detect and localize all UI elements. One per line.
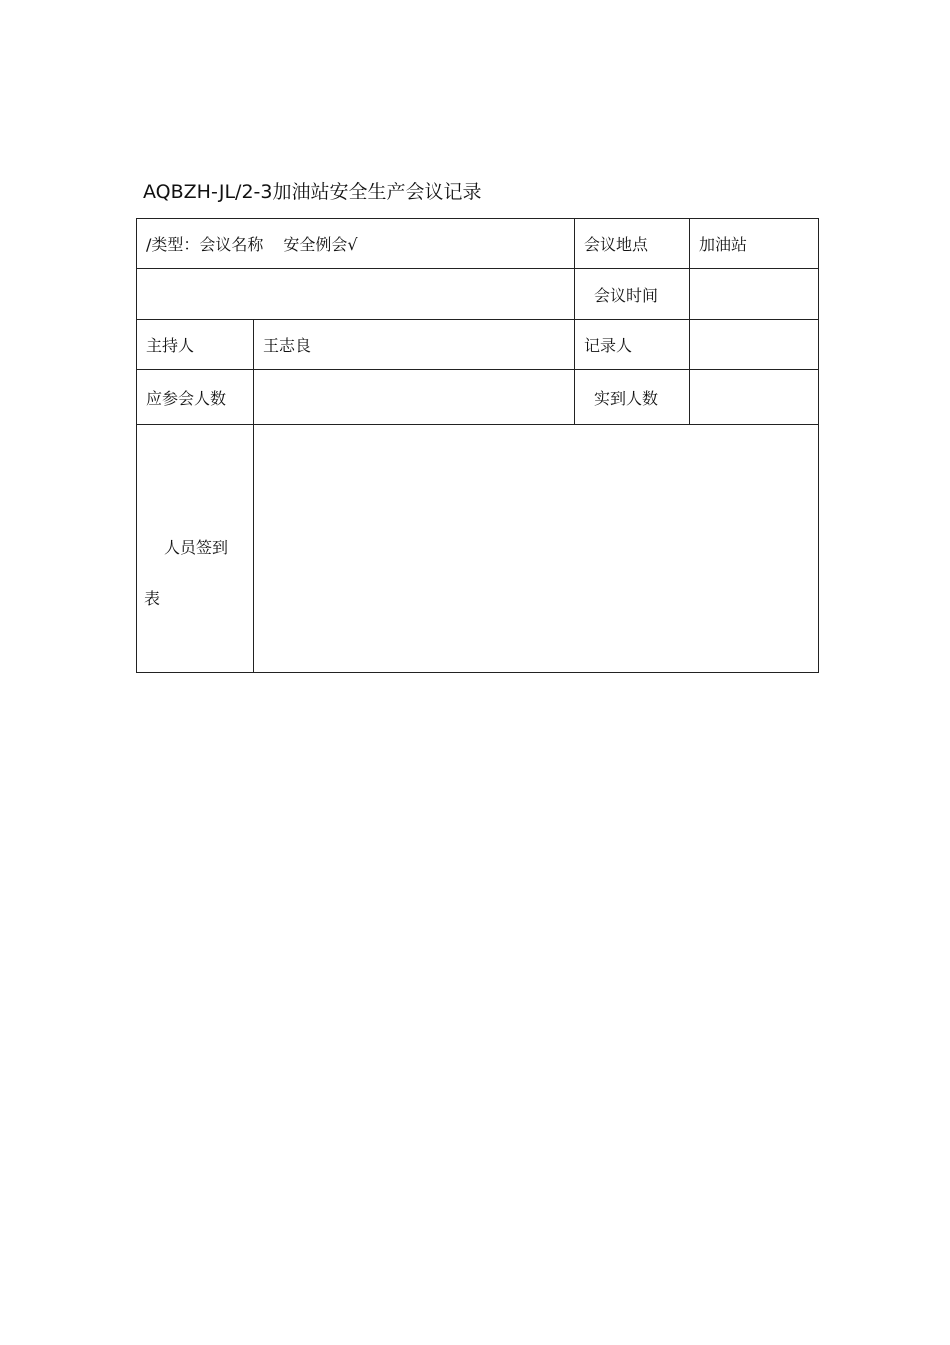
recorder-value <box>690 320 819 370</box>
blank-cell <box>137 269 575 320</box>
host-value: 王志良 <box>254 320 575 370</box>
actual-attendees-label: 实到人数 <box>575 370 690 425</box>
meeting-type-cell <box>137 219 575 269</box>
document-title: AQBZH-JL/2-3加油站安全生产会议记录 <box>143 181 482 203</box>
time-label: 会议时间 <box>575 269 690 320</box>
signin-label <box>137 425 254 673</box>
time-value <box>690 269 819 320</box>
location-label: 会议地点 <box>575 219 690 269</box>
signin-area <box>254 425 819 673</box>
meeting-type-value: 安全例会√ <box>283 235 358 254</box>
expected-attendees-label: 应参会人数 <box>137 370 254 425</box>
signin-label-line1: 人员签到 <box>164 538 229 557</box>
meeting-record-table <box>136 218 819 673</box>
signin-label-line2: 表 <box>144 589 161 608</box>
location-value: 加油站 <box>690 219 819 269</box>
expected-attendees-value <box>254 370 575 425</box>
recorder-label: 记录人 <box>575 320 690 370</box>
meeting-type-label: /类型：会议名称 <box>146 235 264 254</box>
host-label: 主持人 <box>137 320 254 370</box>
actual-attendees-value <box>690 370 819 425</box>
